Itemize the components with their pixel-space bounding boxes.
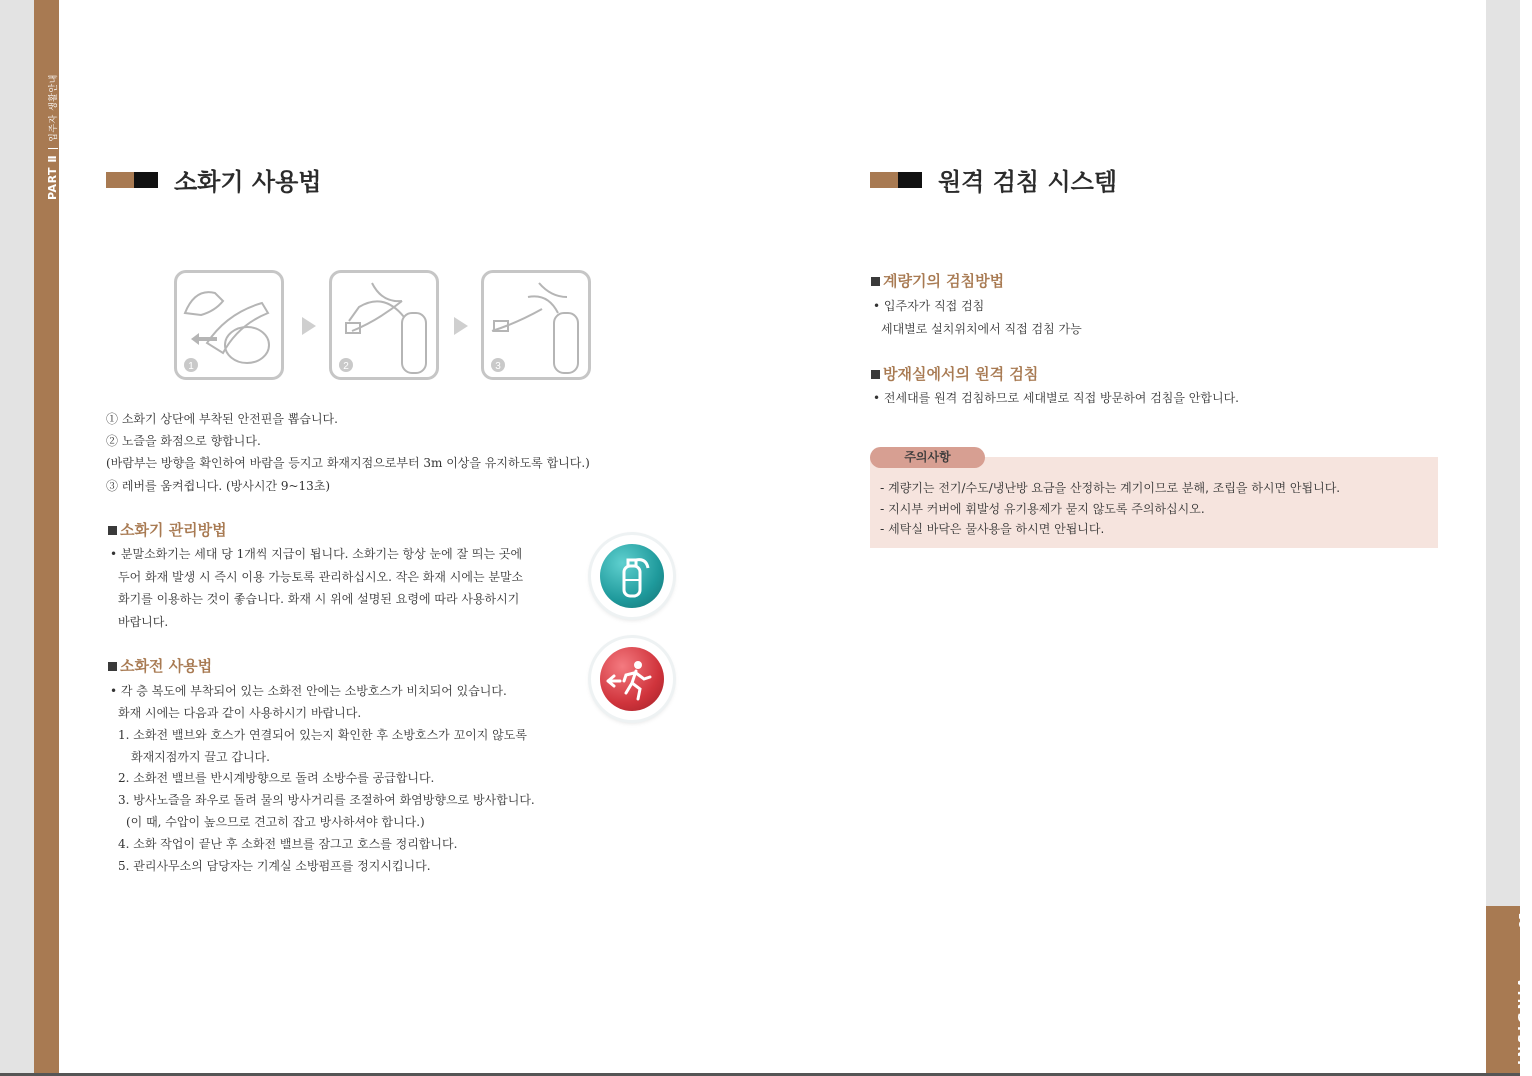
brand-name: INSIGNIA: [1517, 974, 1532, 1065]
step-instruction: ② 노즐을 화점으로 향합니다.: [106, 434, 261, 448]
section-title-remote: [870, 162, 1117, 197]
management-line: • 분말소화기는 세대 당 1개씩 지급이 됩니다. 소화기는 항상 눈에 잘 띄는 곳에: [110, 547, 523, 561]
subheading-text: 소화기 관리방법: [120, 521, 227, 539]
bullet-square: [108, 662, 117, 671]
bullet-square: [871, 370, 880, 379]
part-subtitle: 입주자 생활안내: [49, 74, 59, 142]
squeeze-lever-icon: [484, 273, 588, 377]
subheading-text: 계량기의 검침방법: [883, 272, 1005, 290]
meter-line: • 입주자가 직접 검침: [873, 299, 985, 313]
emergency-exit-icon: [600, 647, 664, 711]
title-marker: [898, 172, 922, 188]
step-2-illustration: [329, 270, 439, 380]
caution-line: - 지시부 커버에 휘발성 유기용제가 묻지 않도록 주의하십시오.: [880, 502, 1205, 516]
step-arrow-icon: [454, 317, 468, 335]
divider: [48, 148, 58, 149]
svg-text:1: 1: [188, 361, 194, 372]
caution-line: - 세탁실 바닥은 물사용을 하시면 안됩니다.: [880, 522, 1105, 536]
part-label: PART Ⅱ: [46, 154, 59, 200]
subheading-hydrant: [108, 655, 212, 676]
hydrant-line: 1. 소화전 밸브와 호스가 연결되어 있는지 확인한 후 소방호스가 꼬이지 않도록: [118, 728, 527, 742]
brand-label: [1513, 912, 1532, 1065]
management-line: 바랍니다.: [118, 615, 169, 629]
hydrant-line: 화재지점까지 끌고 갑니다.: [131, 750, 270, 764]
title-marker: [106, 172, 134, 188]
hydrant-line: • 각 층 복도에 부착되어 있는 소화전 안에는 소방호스가 비치되어 있습니다.: [110, 684, 507, 698]
subheading-text: 소화전 사용법: [120, 657, 213, 675]
subheading-meter: [871, 270, 1004, 291]
step-arrow-icon: [302, 317, 316, 335]
step-instruction: (바람부는 방향을 확인하여 바람을 등지고 화재지점으로부터 3m 이상을 유지하도록 합니다.): [106, 456, 590, 470]
subheading-remote: [871, 363, 1038, 384]
step-1-illustration: [174, 270, 284, 380]
hydrant-line: 2. 소화전 밸브를 반시계방향으로 돌려 소방수를 공급합니다.: [118, 771, 435, 785]
management-line: 두어 화재 발생 시 즉시 이용 가능토록 관리하십시오. 작은 화재 시에는 분말소: [118, 570, 524, 584]
fire-extinguisher-icon: [600, 544, 664, 608]
caution-label: 주의사항: [870, 447, 985, 468]
section-label: [46, 74, 59, 200]
svg-text:2: 2: [343, 361, 349, 372]
extinguisher-badge: [591, 535, 673, 617]
left-margin: [0, 0, 34, 1076]
step-instruction: ③ 레버를 움켜쥡니다. (방사시간 9~13초): [106, 479, 331, 493]
bullet-square: [871, 277, 880, 286]
hydrant-line: (이 때, 수압이 높으므로 견고히 잡고 방사하셔야 합니다.): [126, 815, 425, 829]
section-title-text: 원격 검침 시스템: [938, 168, 1117, 196]
aim-nozzle-icon: [332, 273, 436, 377]
hydrant-line: 5. 관리사무소의 담당자는 기계실 소방펌프를 정지시킵니다.: [118, 859, 431, 873]
meter-line: 세대별로 설치위치에서 직접 검침 가능: [881, 322, 1082, 336]
section-title-text: 소화기 사용법: [174, 168, 322, 196]
brand-sub: BANPO: [1523, 939, 1530, 971]
exit-badge: [591, 638, 673, 720]
title-marker: [870, 172, 898, 188]
step-instruction: ① 소화기 상단에 부착된 안전핀을 뽑습니다.: [106, 412, 338, 426]
subheading-text: 방재실에서의 원격 검침: [883, 365, 1039, 383]
caution-line: - 계량기는 전기/수도/냉난방 요금을 산정하는 계기이므로 분해, 조립을 하시면 안됩니다.: [880, 481, 1341, 495]
title-marker: [134, 172, 158, 188]
section-title-extinguisher: [106, 162, 321, 197]
step-3-illustration: [481, 270, 591, 380]
bullet-square: [108, 526, 117, 535]
hydrant-line: 4. 소화 작업이 끝난 후 소화전 밸브를 잠그고 호스를 정리합니다.: [118, 837, 458, 851]
page-number: 25: [1517, 912, 1531, 928]
hydrant-line: 3. 방사노즐을 좌우로 돌려 물의 방사거리를 조절하여 화염방향으로 방사합니다.: [118, 793, 535, 807]
management-line: 화기를 이용하는 것이 좋습니다. 화재 시 위에 설명된 요령에 따라 사용하시기: [118, 592, 520, 606]
remote-line: • 전세대를 원격 검침하므로 세대별로 직접 방문하여 검침을 안합니다.: [873, 391, 1239, 405]
hydrant-line: 화재 시에는 다음과 같이 사용하시기 바랍니다.: [118, 706, 362, 720]
svg-text:3: 3: [495, 361, 501, 372]
extinguisher-steps: [174, 270, 596, 388]
subheading-management: [108, 519, 227, 540]
pull-pin-icon: [177, 273, 281, 377]
